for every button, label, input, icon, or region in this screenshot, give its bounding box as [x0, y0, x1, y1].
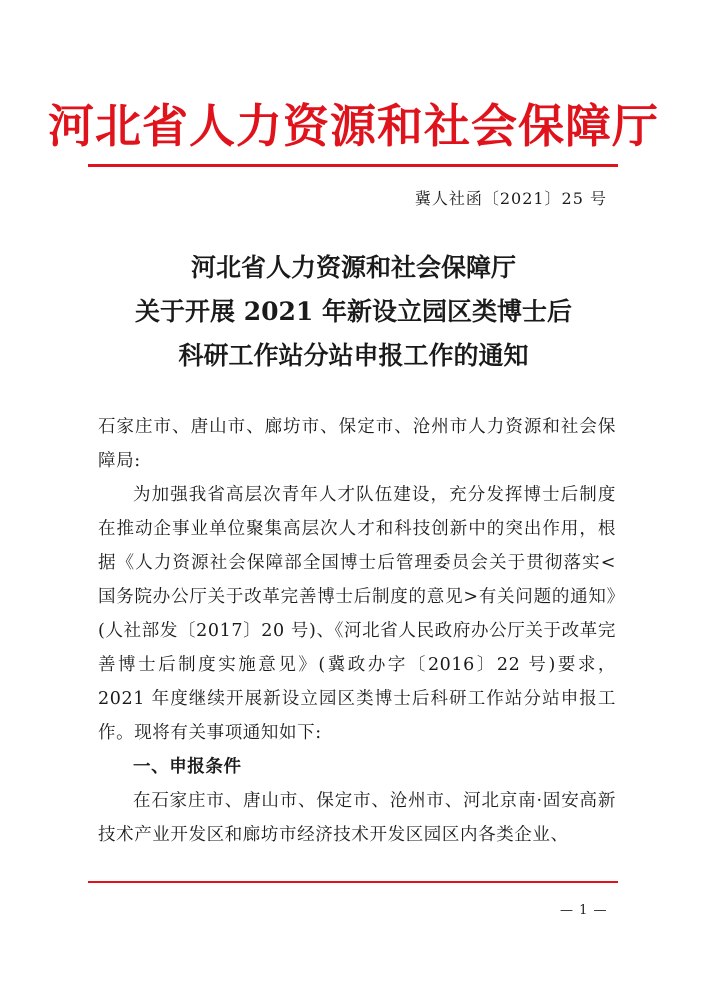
masthead-title: 河北省人力资源和社会保障厅 — [48, 99, 659, 153]
paragraph-1: 为加强我省高层次青年人才队伍建设，充分发挥博士后制度在推动企事业单位聚集高层次人才和科技创新中的突出作用，根据《人力资源社会保障部全国博士后管理委员会关于贯彻落实<国务院办公厅关于改革完善博士后制度的意见>有关问题的通知》(人社部发〔2017〕20 号)、《河北省人民政府办公厅关于改革完善博士后制度实施意见》(冀政办字〔2016〕22 号)要求，2021 年度继续开展新设立园区类博士后科研工作站分站申报工作。现将有关事项通知如下: — [98, 485, 616, 743]
page-number: — 1 — — [560, 903, 608, 918]
document-title — [0, 246, 707, 378]
masthead-divider — [88, 164, 618, 167]
section-1-heading: 一、申报条件 — [133, 757, 242, 777]
paragraph-2: 在石家庄市、唐山市、保定市、沧州市、河北京南·固安高新技术产业开发区和廊坊市经济技术开发区园区内各类企业、 — [98, 791, 616, 845]
footer-divider — [88, 881, 618, 883]
title-line-2: 关于开展 2021 年新设立园区类博士后 — [135, 297, 572, 326]
addressee: 石家庄市、唐山市、廊坊市、保定市、沧州市人力资源和社会保障局: — [98, 417, 616, 471]
document-body — [98, 410, 616, 852]
title-line-3: 科研工作站分站申报工作的通知 — [178, 341, 529, 370]
document-number: 冀人社函〔2021〕25 号 — [414, 189, 607, 208]
title-line-1: 河北省人力资源和社会保障厅 — [190, 253, 516, 282]
